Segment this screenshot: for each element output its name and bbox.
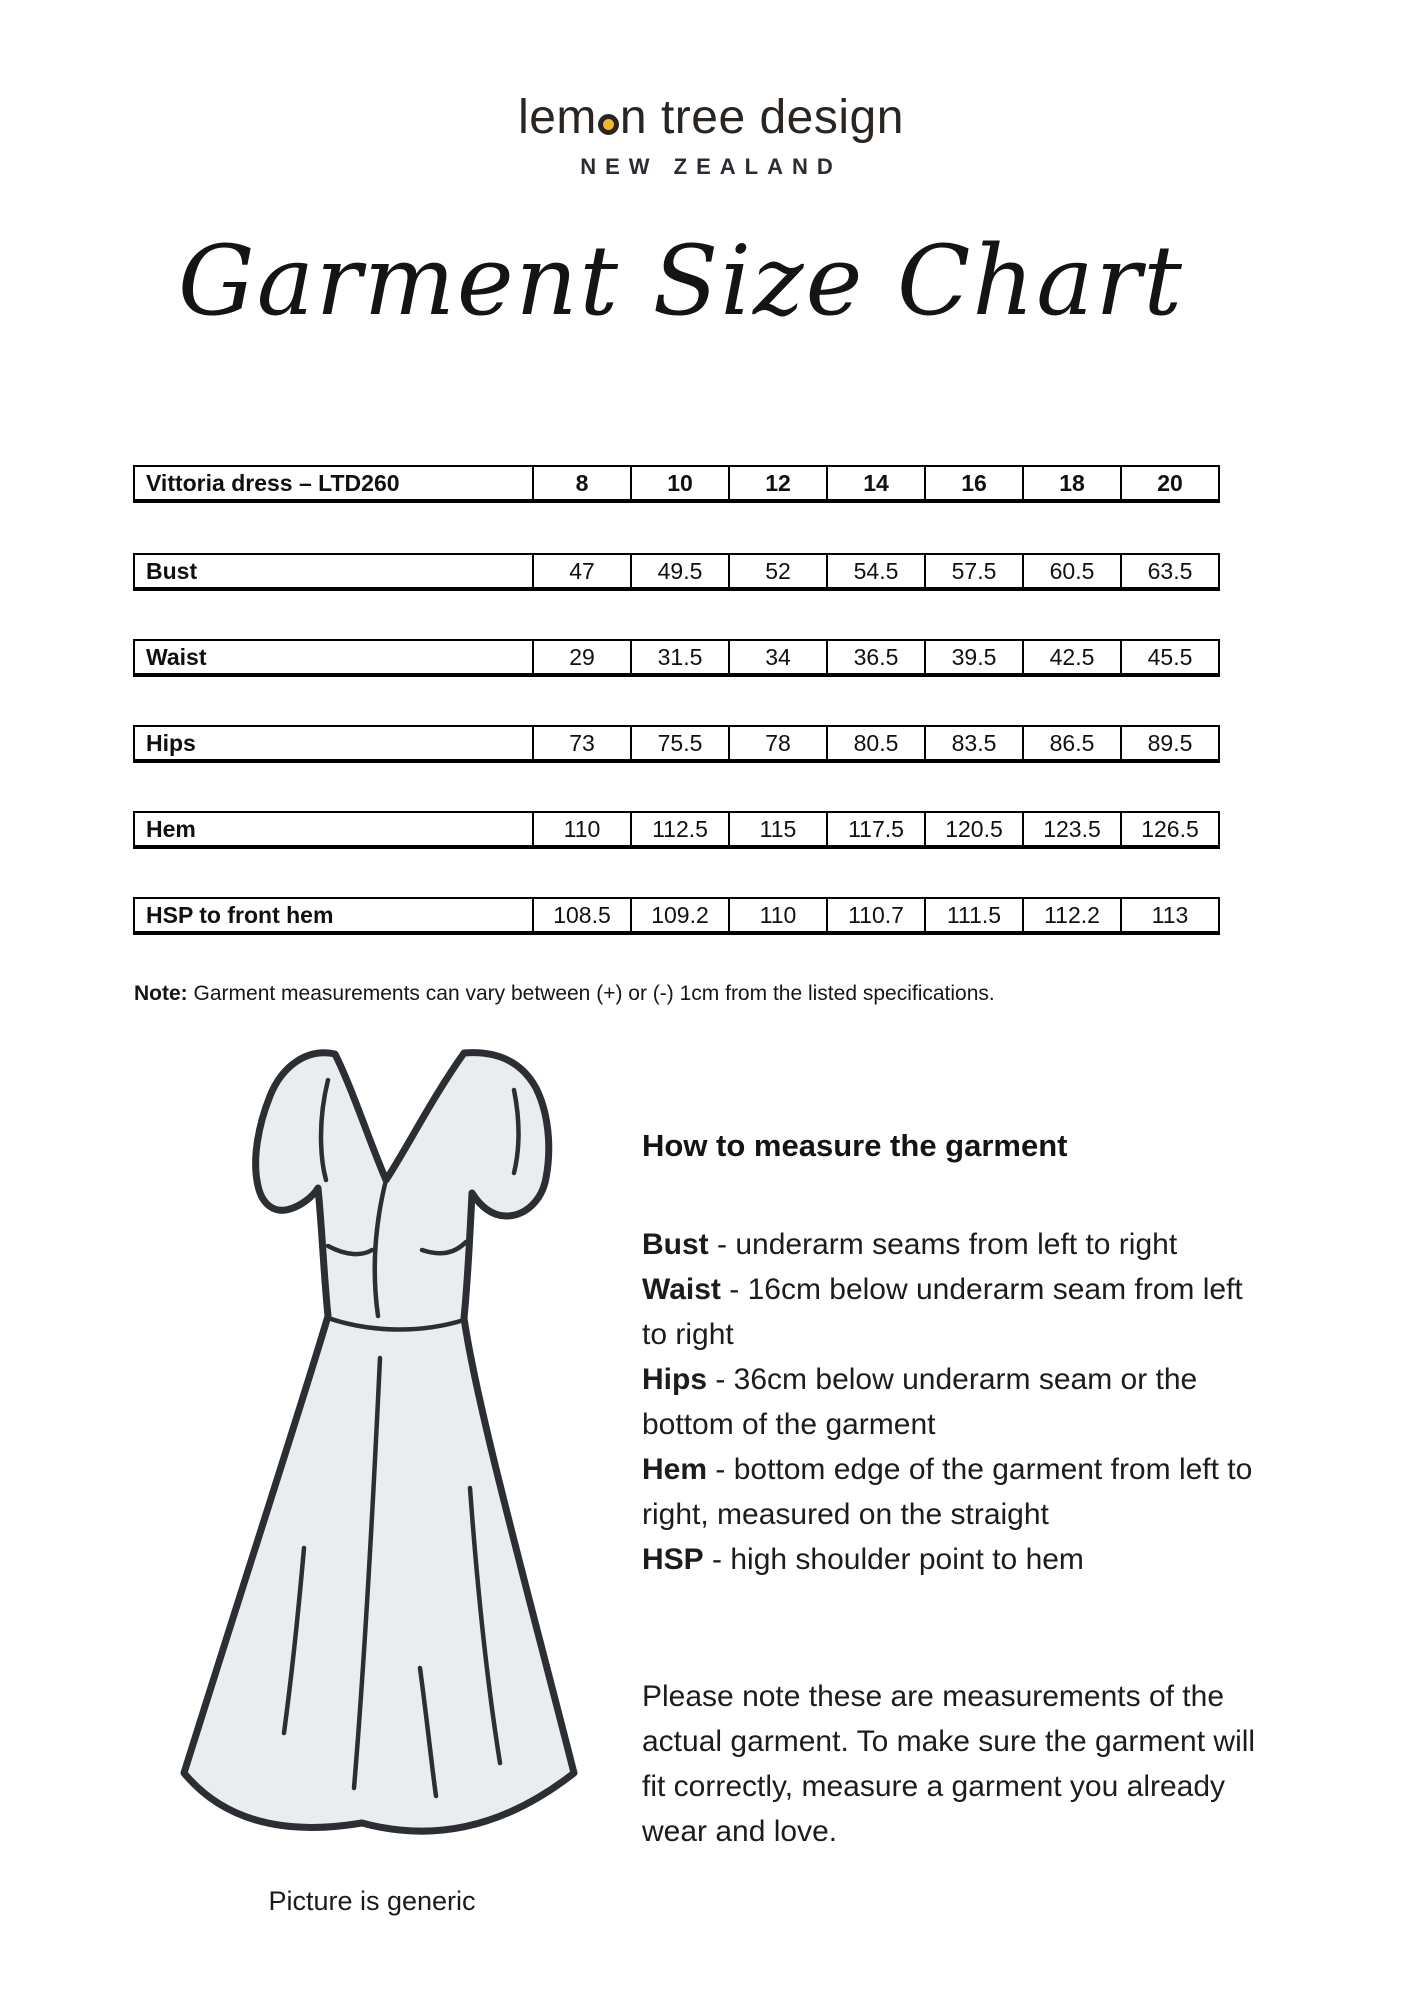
measurement-value: 115 [728,813,826,845]
row-label: Waist [146,643,207,670]
brand-logo [0,90,1422,180]
table-row-bust [133,553,1220,591]
page-title: Garment Size Chart [178,225,1184,337]
measure-desc: - 36cm below underarm seam or the bottom of the garment [642,1363,1198,1441]
measure-desc: - bottom edge of the garment from left to right, measured on the straight [642,1453,1253,1531]
measure-item-hem [642,1447,1270,1537]
measure-item-hips [642,1357,1270,1447]
brand-name-pre: lem [518,91,597,144]
measurement-value: 108.5 [532,899,630,931]
measurement-value: 123.5 [1022,813,1120,845]
measurement-value: 110 [728,899,826,931]
how-to-heading: How to measure the garment [642,1128,1068,1163]
size-header: 14 [826,467,924,499]
measure-term: Waist [642,1273,721,1306]
measurement-value: 45.5 [1120,641,1218,673]
measurement-value: 49.5 [630,555,728,587]
measure-term: Hem [642,1453,708,1486]
measure-desc: - high shoulder point to hem [712,1543,1084,1576]
measure-item-hsp [642,1537,1270,1582]
measurement-value: 112.2 [1022,899,1120,931]
lemon-dot-icon [598,114,619,135]
measurement-value: 111.5 [924,899,1022,931]
measurement-value: 36.5 [826,641,924,673]
measurement-value: 83.5 [924,727,1022,759]
brand-name-post: n tree design [619,91,904,144]
brand-country: NEW ZEALAND [580,154,842,179]
measure-term: Hips [642,1363,708,1396]
measure-item-waist [642,1267,1270,1357]
row-label: Bust [146,557,198,584]
table-row-hips [133,725,1220,763]
measurement-value: 54.5 [826,555,924,587]
measurement-value: 63.5 [1120,555,1218,587]
measurement-value: 31.5 [630,641,728,673]
size-header: 20 [1120,467,1218,499]
table-row-hsp [133,897,1220,935]
note-text: Garment measurements can vary between (+) or (-) 1cm from the listed specifications. [193,982,995,1005]
measurement-value: 73 [532,727,630,759]
table-row-hem [133,811,1220,849]
how-to-section [642,1128,1270,1854]
measurement-value: 39.5 [924,641,1022,673]
measurement-value: 86.5 [1022,727,1120,759]
size-header: 8 [532,467,630,499]
row-label: HSP to front hem [146,901,334,928]
size-chart [133,465,1422,983]
illustration-caption: Picture is generic [268,1886,476,1916]
measurement-value: 78 [728,727,826,759]
measure-term: Bust [642,1228,709,1261]
size-header: 12 [728,467,826,499]
size-header: 16 [924,467,1022,499]
dress-illustration [122,1028,622,1878]
measure-desc: - 16cm below underarm seam from left to right [642,1273,1243,1351]
note-label: Note: [134,982,188,1005]
measurement-value: 29 [532,641,630,673]
measurement-value: 80.5 [826,727,924,759]
dress-sketch-icon [122,1028,612,1873]
brand-name [0,90,1422,145]
measurement-value: 112.5 [630,813,728,845]
measure-item-bust [642,1222,1270,1267]
measurement-value: 113 [1120,899,1218,931]
size-chart-header-row [133,465,1220,503]
measurement-value: 47 [532,555,630,587]
measurement-value: 109.2 [630,899,728,931]
row-label: Hem [146,815,196,842]
measure-desc: - underarm seams from left to right [717,1228,1178,1261]
product-name: Vittoria dress – LTD260 [146,469,400,496]
measurement-value: 110 [532,813,630,845]
measurement-value: 42.5 [1022,641,1120,673]
measurement-value: 117.5 [826,813,924,845]
measurement-value: 89.5 [1120,727,1218,759]
measurement-value: 110.7 [826,899,924,931]
measurement-value: 120.5 [924,813,1022,845]
measurement-value: 126.5 [1120,813,1218,845]
measure-term: HSP [642,1543,704,1576]
size-header: 18 [1022,467,1120,499]
table-row-waist [133,639,1220,677]
size-header: 10 [630,467,728,499]
fit-advice-paragraph: Please note these are measurements of the actual garment. To make sure the garment will fit correctly, measure a garment you already wear and love. [642,1680,1256,1848]
measurement-value: 60.5 [1022,555,1120,587]
row-label: Hips [146,729,196,756]
measurement-value: 34 [728,641,826,673]
measurement-value: 75.5 [630,727,728,759]
tolerance-note [134,982,995,1006]
measurement-value: 57.5 [924,555,1022,587]
measurement-value: 52 [728,555,826,587]
